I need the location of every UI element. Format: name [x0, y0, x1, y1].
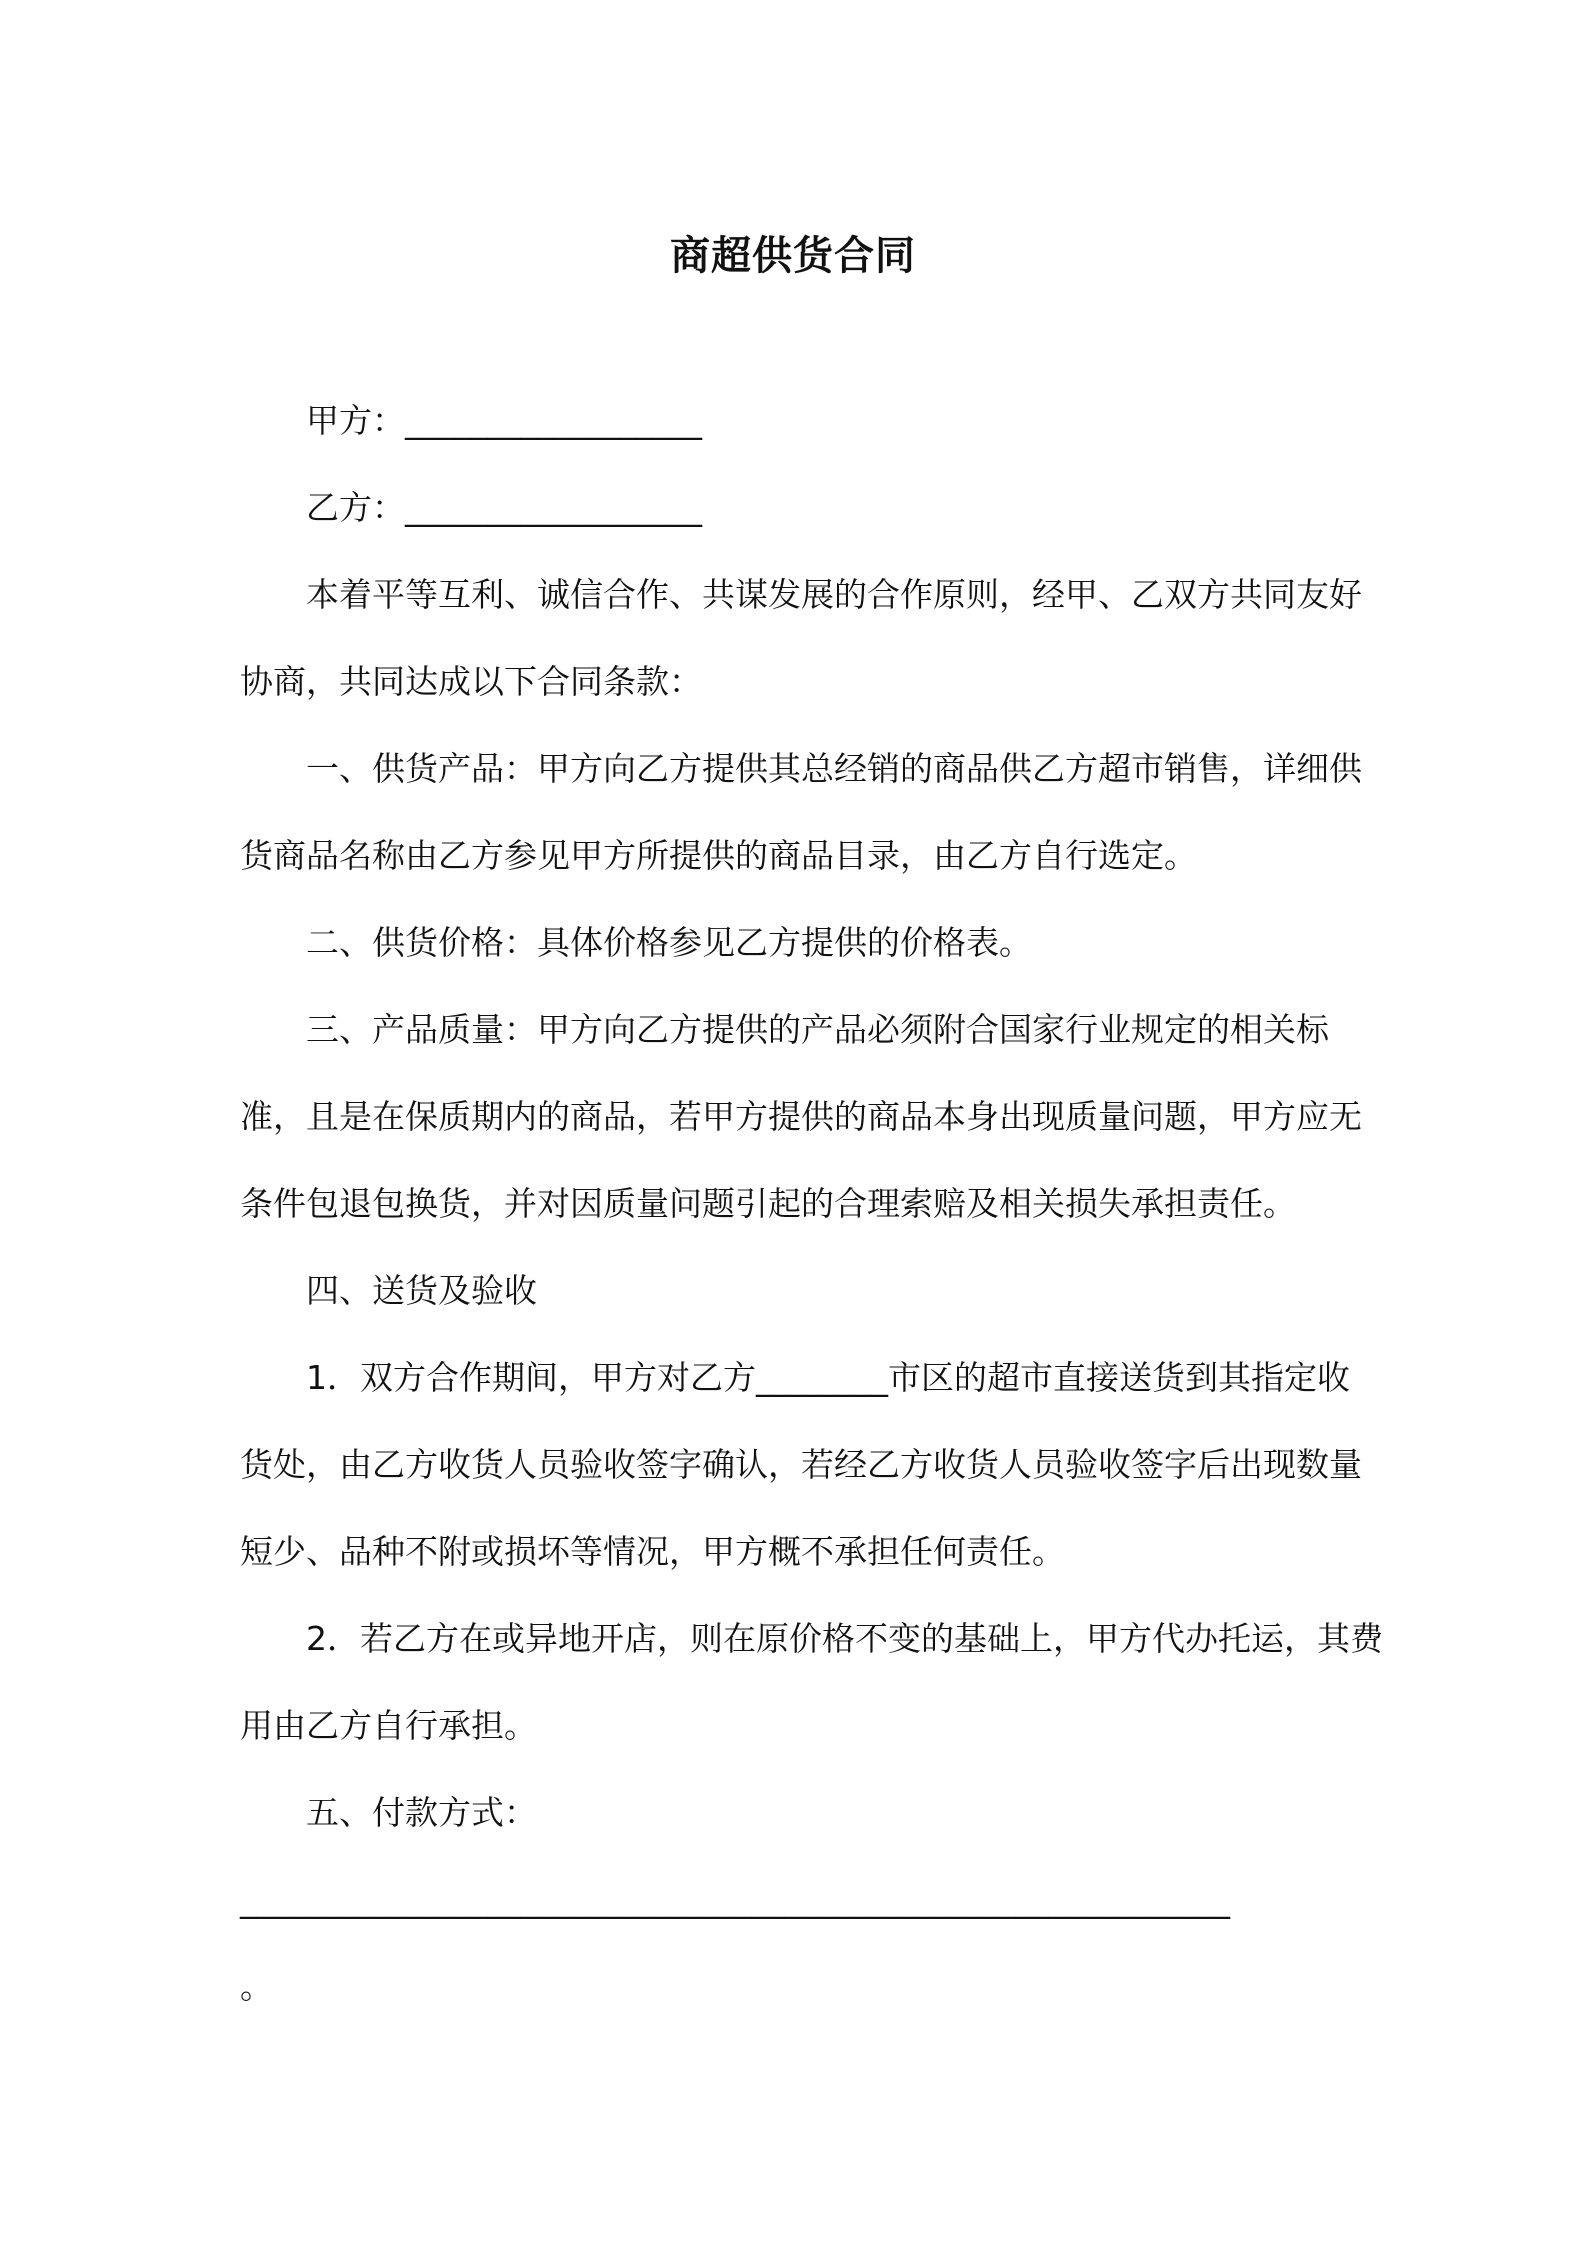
preamble-line-2: 协商，共同达成以下合同条款： — [240, 662, 702, 701]
document-title: 商超供货合同 — [670, 233, 916, 279]
clause-5-heading: 五、付款方式： — [306, 1793, 537, 1832]
clause-3-line-2: 准，且是在保质期内的商品，若甲方提供的商品本身出现质量问题，甲方应无 — [240, 1097, 1362, 1136]
clause-4-item-1-line-2: 货处，由乙方收货人员验收签字确认，若经乙方收货人员验收签字后出现数量 — [240, 1445, 1362, 1484]
clause-1-line-1: 一、供货产品：甲方向乙方提供其总经销的商品供乙方超市销售，详细供 — [306, 749, 1362, 788]
closing-period: 。 — [240, 1967, 273, 2006]
party-b-line: 乙方：__________________ — [306, 488, 702, 527]
clause-4-item-1-line-3: 短少、品种不附或损坏等情况，甲方概不承担任何责任。 — [240, 1532, 1065, 1571]
clause-4-item-2-line-1: 2．若乙方在或异地开店，则在原价格不变的基础上，甲方代办托运，其费 — [306, 1619, 1383, 1658]
clause-3-line-3: 条件包退包换货，并对因质量问题引起的合理索赔及相关损失承担责任。 — [240, 1184, 1296, 1223]
clause-2-line-1: 二、供货价格：具体价格参见乙方提供的价格表。 — [306, 923, 1032, 962]
payment-blank-line: ____________________________________________________________ — [240, 1880, 1230, 1919]
clause-1-line-2: 货商品名称由乙方参见甲方所提供的商品目录，由乙方自行选定。 — [240, 836, 1197, 875]
preamble-line-1: 本着平等互利、诚信合作、共谋发展的合作原则，经甲、乙双方共同友好 — [306, 575, 1362, 614]
clause-4-heading: 四、送货及验收 — [306, 1271, 537, 1310]
clause-4-item-1-line-1: 1．双方合作期间，甲方对乙方________市区的超市直接送货到其指定收 — [306, 1358, 1350, 1397]
clause-3-line-1: 三、产品质量：甲方向乙方提供的产品必须附合国家行业规定的相关标 — [306, 1010, 1329, 1049]
party-a-line: 甲方：__________________ — [306, 401, 702, 440]
clause-4-item-2-line-2: 用由乙方自行承担。 — [240, 1706, 537, 1745]
